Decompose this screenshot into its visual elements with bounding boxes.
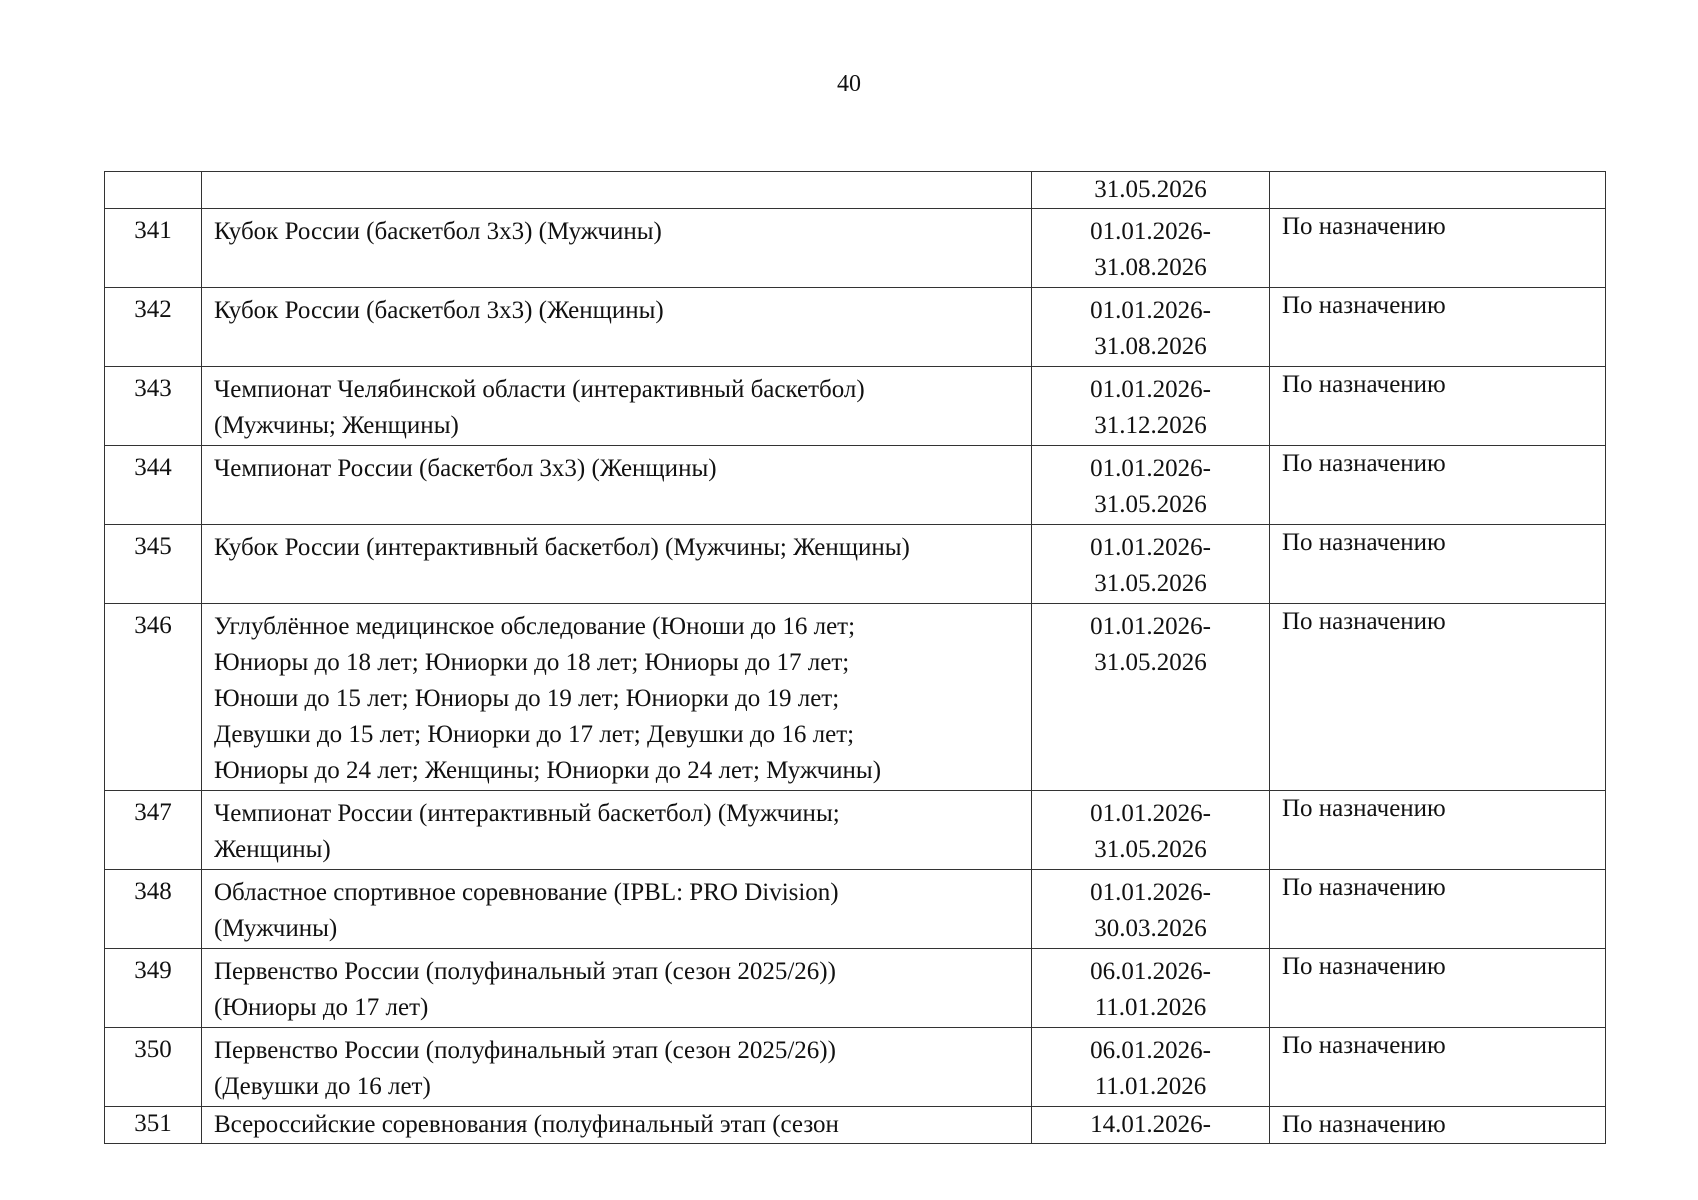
cell-event-name	[202, 367, 1032, 446]
cell-event-name	[202, 525, 1032, 604]
event-name-line: Углублённое медицинское обследование (Юноши до 16 лет;	[214, 613, 856, 640]
cell-number: 341	[105, 209, 202, 288]
table-row	[105, 791, 1606, 870]
cell-place: По назначению	[1270, 949, 1606, 1028]
cell-dates	[1032, 604, 1270, 791]
date-end: 31.05.2026	[1094, 649, 1207, 676]
cell-place: По назначению	[1270, 367, 1606, 446]
cell-number	[105, 172, 202, 209]
cell-event-name	[202, 446, 1032, 525]
cell-place: По назначению	[1270, 1107, 1606, 1144]
cell-place: По назначению	[1270, 525, 1606, 604]
cell-place: По назначению	[1270, 446, 1606, 525]
cell-number: 347	[105, 791, 202, 870]
cell-dates	[1032, 1107, 1270, 1144]
table-row	[105, 209, 1606, 288]
page-number: 40	[837, 71, 861, 97]
date-start: 14.01.2026-	[1090, 1111, 1211, 1138]
date-start: 01.01.2026-	[1090, 800, 1211, 827]
date-end: 31.08.2026	[1094, 254, 1207, 281]
cell-event-name	[202, 870, 1032, 949]
events-table-wrapper	[104, 171, 1606, 1144]
cell-place: По назначению	[1270, 209, 1606, 288]
cell-dates	[1032, 172, 1270, 209]
cell-event-name	[202, 1107, 1032, 1144]
date-start: 01.01.2026-	[1090, 218, 1211, 245]
cell-place	[1270, 172, 1606, 209]
cell-dates	[1032, 209, 1270, 288]
date-end: 31.05.2026	[1094, 836, 1207, 863]
table-row	[105, 525, 1606, 604]
event-name-line: Юниоры до 24 лет; Женщины; Юниорки до 24 лет; Мужчины)	[214, 757, 882, 784]
date-end: 31.12.2026	[1094, 412, 1207, 439]
cell-place: По назначению	[1270, 604, 1606, 791]
events-table-body	[105, 172, 1606, 1144]
event-name-line: Кубок России (интерактивный баскетбол) (Мужчины; Женщины)	[214, 534, 910, 561]
table-row	[105, 446, 1606, 525]
event-name-line: Чемпионат России (интерактивный баскетбол) (Мужчины;	[214, 800, 840, 827]
cell-dates	[1032, 288, 1270, 367]
cell-place: По назначению	[1270, 791, 1606, 870]
cell-event-name	[202, 1028, 1032, 1107]
date-end: 11.01.2026	[1094, 994, 1207, 1021]
date-start: 01.01.2026-	[1090, 376, 1211, 403]
cell-event-name	[202, 209, 1032, 288]
event-name-line: Областное спортивное соревнование (IPBL: PRO Division)	[214, 879, 839, 906]
event-name-line: (Мужчины)	[214, 915, 338, 942]
cell-event-name	[202, 604, 1032, 791]
event-name-line: Юниоры до 18 лет; Юниорки до 18 лет; Юниоры до 17 лет;	[214, 649, 850, 676]
cell-event-name	[202, 288, 1032, 367]
event-name-line: Девушки до 15 лет; Юниорки до 17 лет; Девушки до 16 лет;	[214, 721, 855, 748]
event-name-line: Юноши до 15 лет; Юниоры до 19 лет; Юниорки до 19 лет;	[214, 685, 840, 712]
table-row	[105, 870, 1606, 949]
table-row	[105, 1028, 1606, 1107]
table-row	[105, 288, 1606, 367]
cell-number: 344	[105, 446, 202, 525]
cell-dates	[1032, 367, 1270, 446]
event-name-line: Первенство России (полуфинальный этап (сезон 2025/26))	[214, 958, 836, 985]
cell-number: 350	[105, 1028, 202, 1107]
cell-dates	[1032, 446, 1270, 525]
cell-dates	[1032, 1028, 1270, 1107]
cell-place: По назначению	[1270, 1028, 1606, 1107]
event-name-line: Кубок России (баскетбол 3х3) (Женщины)	[214, 297, 664, 324]
cell-dates	[1032, 870, 1270, 949]
event-name-line: Чемпионат России (баскетбол 3х3) (Женщины)	[214, 455, 717, 482]
date-end: 11.01.2026	[1094, 1073, 1207, 1100]
event-name-line: (Мужчины; Женщины)	[214, 412, 459, 439]
cell-number: 346	[105, 604, 202, 791]
cell-number: 342	[105, 288, 202, 367]
date-start: 01.01.2026-	[1090, 455, 1211, 482]
event-name-line: Первенство России (полуфинальный этап (сезон 2025/26))	[214, 1037, 836, 1064]
cell-event-name	[202, 791, 1032, 870]
cell-dates	[1032, 791, 1270, 870]
date-end: 30.03.2026	[1094, 915, 1207, 942]
event-name-line: (Юниоры до 17 лет)	[214, 994, 429, 1021]
cell-number: 343	[105, 367, 202, 446]
cell-number: 348	[105, 870, 202, 949]
cell-event-name	[202, 172, 1032, 209]
event-name-line: (Девушки до 16 лет)	[214, 1073, 431, 1100]
cell-dates	[1032, 949, 1270, 1028]
table-row	[105, 604, 1606, 791]
cell-place: По назначению	[1270, 288, 1606, 367]
table-row-continuation	[105, 172, 1606, 209]
date-start: 01.01.2026-	[1090, 613, 1211, 640]
event-name-line: Всероссийские соревнования (полуфинальный этап (сезон	[214, 1111, 839, 1138]
table-row	[105, 949, 1606, 1028]
event-name-line: Кубок России (баскетбол 3х3) (Мужчины)	[214, 218, 662, 245]
date-end: 31.05.2026	[1094, 570, 1207, 597]
events-table	[104, 171, 1606, 1144]
date-start: 01.01.2026-	[1090, 879, 1211, 906]
cell-place: По назначению	[1270, 870, 1606, 949]
date-end: 31.05.2026	[1094, 176, 1207, 203]
table-row	[105, 1107, 1606, 1144]
date-start: 06.01.2026-	[1090, 1037, 1211, 1064]
cell-number: 351	[105, 1107, 202, 1144]
cell-dates	[1032, 525, 1270, 604]
date-end: 31.05.2026	[1094, 491, 1207, 518]
date-start: 01.01.2026-	[1090, 534, 1211, 561]
date-start: 06.01.2026-	[1090, 958, 1211, 985]
table-row	[105, 367, 1606, 446]
event-name-line: Женщины)	[214, 836, 331, 863]
cell-number: 345	[105, 525, 202, 604]
date-end: 31.08.2026	[1094, 333, 1207, 360]
cell-event-name	[202, 949, 1032, 1028]
cell-number: 349	[105, 949, 202, 1028]
event-name-line: Чемпионат Челябинской области (интерактивный баскетбол)	[214, 376, 865, 403]
date-start: 01.01.2026-	[1090, 297, 1211, 324]
